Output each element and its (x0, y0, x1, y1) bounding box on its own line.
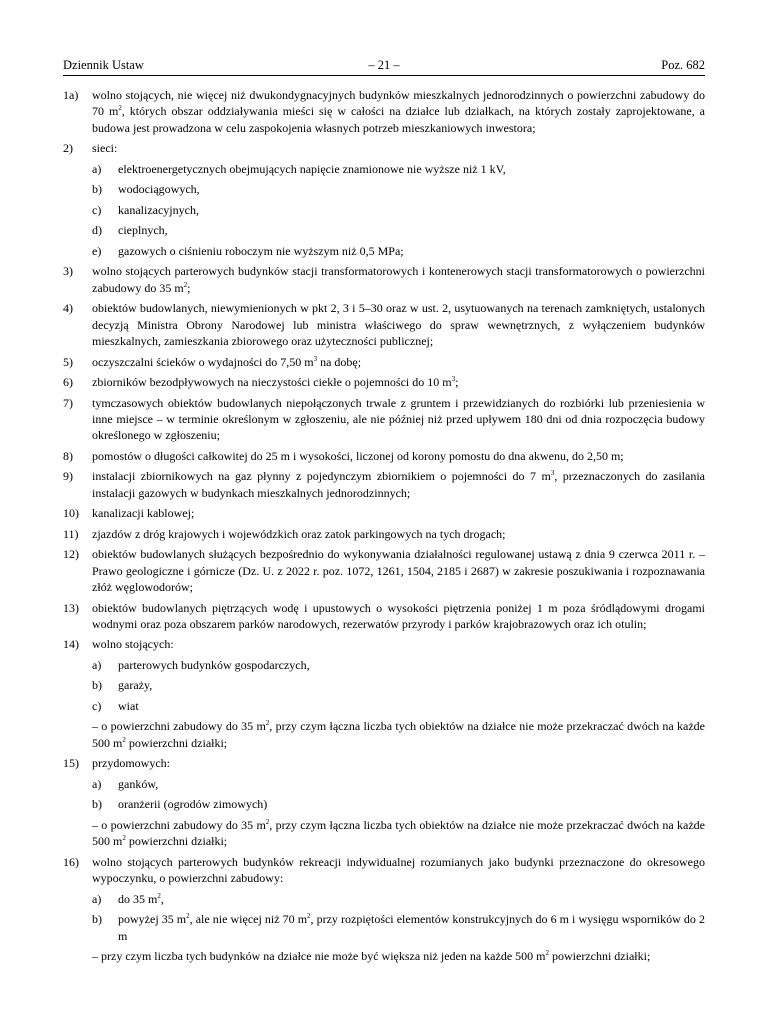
list-item (63, 468, 705, 501)
item-text: , przy czym łączna liczba tych obiektów na działce nie może przekraczać dwóch na każde 500 m (92, 719, 705, 750)
list-subitem (63, 776, 705, 792)
list-item (63, 448, 705, 464)
superscript: 2 (122, 735, 126, 744)
item-number: 5) (63, 354, 73, 369)
list-item (63, 87, 705, 136)
item-text: ; (455, 375, 459, 390)
list-item (63, 526, 705, 542)
position-number: Poz. 682 (661, 58, 705, 72)
item-text: kanalizacji kablowej; (92, 506, 195, 521)
item-text: przydomowych: (92, 756, 170, 771)
item-number: 16) (63, 854, 79, 869)
item-number: 2) (63, 141, 73, 156)
list-subitem (63, 202, 705, 218)
list-item (63, 636, 705, 652)
item-number: 15) (63, 756, 79, 771)
superscript: 2 (265, 719, 270, 728)
subitem-letter: b) (92, 678, 102, 693)
subitem-letter: c) (92, 698, 102, 713)
superscript: 2 (307, 912, 311, 921)
item-text: tymczasowych obiektów budowlanych niepołączonych trwale z gruntem i przewidzianych do rozbiórki lub przeniesienia w inne miejsce – w terminie określonym w zgłoszeniu, ale nie później niż przed upływem 180 dni od dnia rozpoczęcia budowy określonego w zgłoszeniu; (92, 395, 705, 443)
item-text: , przy czym łączna liczba tych obiektów na działce nie może przekraczać dwóch na każde 500 m (92, 817, 705, 849)
superscript: 2 (186, 912, 190, 921)
subitem-letter: e) (92, 243, 102, 258)
list-item (63, 263, 705, 296)
journal-title: Dziennik Ustaw (63, 58, 144, 72)
list-item (63, 395, 705, 444)
item-text: sieci: (92, 141, 118, 156)
subitem-letter: d) (92, 223, 102, 238)
item-text: wodociągowych, (118, 182, 200, 197)
list-subitem (63, 796, 705, 812)
item-number: 6) (63, 375, 73, 390)
item-number: 7) (63, 395, 73, 410)
item-text: zjazdów z dróg krajowych i wojewódzkich oraz zatok parkingowych na tych drogach; (92, 526, 506, 541)
superscript: 2 (157, 891, 161, 900)
item-text: ganków, (118, 776, 159, 791)
item-number: 10) (63, 506, 79, 521)
item-text: – o powierzchni zabudowy do 35 m (92, 719, 266, 734)
item-text: obiektów budowlanych piętrzących wodę i upustowych o wysokości piętrzenia poniżej 1 m poza śródlądowymi drogami wodnymi oraz poza obszarem parków narodowych, rezerwatów przyrody i parków krajobrazowych oraz ich otulin; (92, 600, 705, 631)
superscript: 2 (118, 104, 122, 113)
item-text: oranżerii (ogrodów zimowych) (118, 797, 268, 812)
item-text: powyżej 35 m (118, 912, 187, 927)
list-item (63, 505, 705, 521)
item-number: 4) (63, 301, 73, 316)
item-text: obiektów budowlanych, niewymienionych w pkt 2, 3 i 5–30 oraz w ust. 2, usytuowanych na terenach zamkniętych, ustalonych decyzją Ministra Obrony Narodowej lub ministra właściwego do spraw wewnętrznych, z wyłączeniem budynków mieszkalnych, zamieszkania zbiorowego oraz użyteczności publicznej; (92, 301, 705, 349)
list-subitem (63, 243, 705, 259)
item-text: obiektów budowlanych służących bezpośrednio do wykonywania działalności regulowanej ustawą z dnia 9 czerwca 2011 r. – Prawo geologiczne i górnicze (Dz. U. z 2022 r. poz. 1072, 1261, 1504, 2185 i 2687) w zakresie poszukiwania i rozpoznawania złóż węglowodorów; (92, 547, 705, 595)
list-subitem (63, 161, 705, 177)
list-item (63, 354, 705, 370)
item-number: 3) (63, 264, 73, 279)
item-text: , ale nie więcej niż 70 m (189, 912, 308, 927)
superscript: 2 (183, 280, 188, 289)
list-subitem (63, 677, 705, 693)
item-text: pomostów o długości całkowitej do 25 m i wysokości, liczonej od korony pomostu do dna akwenu, do 2,50 m; (92, 448, 624, 463)
page-header (63, 58, 705, 76)
item-text: wolno stojących: (92, 637, 174, 652)
list-subitem (63, 181, 705, 197)
superscript: 2 (545, 949, 549, 958)
item-text: – o powierzchni zabudowy do 35 m (92, 817, 266, 832)
item-text: instalacji zbiornikowych na gaz płynny z pojedynczym zbiornikiem o pojemności do 7 m (92, 469, 551, 484)
item-text: , przeznaczonych do zasilania instalacji gazowych w budynkach mieszkalnych jednorodzinnych; (92, 469, 705, 500)
continuation-paragraph (63, 718, 705, 751)
item-text: powierzchni działki; (549, 949, 651, 964)
subitem-letter: a) (92, 161, 102, 176)
item-text: powierzchni działki; (125, 834, 228, 849)
item-text: elektroenergetycznych obejmujących napięcie znamionowe nie wyższe niż 1 kV, (118, 161, 506, 176)
item-text: , przy rozpiętości elementów konstrukcyjnych do 6 m i wysięgu wsporników do 2 m (118, 912, 705, 943)
item-number: 8) (63, 448, 73, 463)
item-number: 14) (63, 637, 79, 652)
list-item (63, 546, 705, 595)
item-text: wolno stojących, nie więcej niż dwukondygnacyjnych budynków mieszkalnych jednorodzinnych o powierzchni zabudowy do 70 m (92, 88, 705, 119)
item-text: ; (187, 280, 191, 295)
list-item (63, 755, 705, 771)
item-text: cieplnych, (118, 223, 168, 238)
item-text: , (160, 891, 164, 906)
continuation-paragraph (63, 817, 705, 850)
superscript: 3 (451, 375, 456, 384)
item-text: wolno stojących parterowych budynków stacji transformatorowych i kontenerowych stacji transformatorowych o powierzchni zabudowy do 35 m (92, 264, 705, 295)
item-text: , których obszar oddziaływania mieści się w całości na działce lub działkach, na których zostały zaprojektowane, a budowa jest prowadzona w celu zaspokojenia własnych potrzeb mieszkaniowych inwestora; (92, 104, 705, 135)
list-subitem (63, 911, 705, 944)
superscript: 3 (550, 469, 555, 478)
subitem-letter: a) (92, 776, 102, 791)
list-item (63, 600, 705, 633)
item-text: zbiorników bezodpływowych na nieczystości ciekłe o pojemności do 10 m (92, 375, 452, 390)
item-text: na dobę; (317, 354, 362, 369)
document-body (63, 87, 705, 965)
item-text: gazowych o ciśnieniu roboczym nie wyższym niż 0,5 MPa; (118, 243, 404, 258)
subitem-letter: a) (92, 657, 102, 672)
subitem-letter: b) (92, 797, 102, 812)
item-text: kanalizacyjnych, (118, 202, 199, 217)
item-text: parterowych budynków gospodarczych, (118, 657, 310, 672)
item-number: 13) (63, 600, 79, 615)
list-subitem (63, 222, 705, 238)
subitem-letter: a) (92, 891, 102, 906)
superscript: 3 (313, 354, 318, 363)
subitem-letter: b) (92, 912, 102, 927)
item-number: 9) (63, 469, 73, 484)
item-number: 11) (63, 526, 79, 541)
superscript: 2 (122, 834, 126, 843)
document-page (63, 58, 705, 969)
list-subitem (63, 891, 705, 907)
item-text: wolno stojących parterowych budynków rekreacji indywidualnej rozumianych jako budynki przeznaczone do okresowego wypoczynku, o powierzchni zabudowy: (92, 854, 705, 886)
list-item (63, 854, 705, 887)
list-item (63, 140, 705, 156)
item-text: wiat (118, 698, 139, 713)
item-text: – przy czym liczba tych budynków na działce nie może być większa niż jeden na każde 500 m (92, 949, 546, 964)
item-text: do 35 m (118, 891, 158, 906)
list-item (63, 300, 705, 349)
item-number: 1a) (63, 88, 79, 102)
list-item (63, 374, 705, 390)
item-text: garaży, (118, 678, 153, 693)
item-text: oczyszczalni ścieków o wydajności do 7,50 m (92, 354, 314, 369)
page-number: – 21 – (368, 58, 400, 72)
item-number: 12) (63, 547, 79, 562)
continuation-paragraph (63, 948, 705, 964)
list-subitem (63, 698, 705, 714)
list-subitem (63, 657, 705, 673)
subitem-letter: b) (92, 182, 102, 197)
superscript: 2 (265, 817, 270, 826)
item-text: powierzchni działki; (125, 735, 228, 750)
subitem-letter: c) (92, 202, 102, 217)
